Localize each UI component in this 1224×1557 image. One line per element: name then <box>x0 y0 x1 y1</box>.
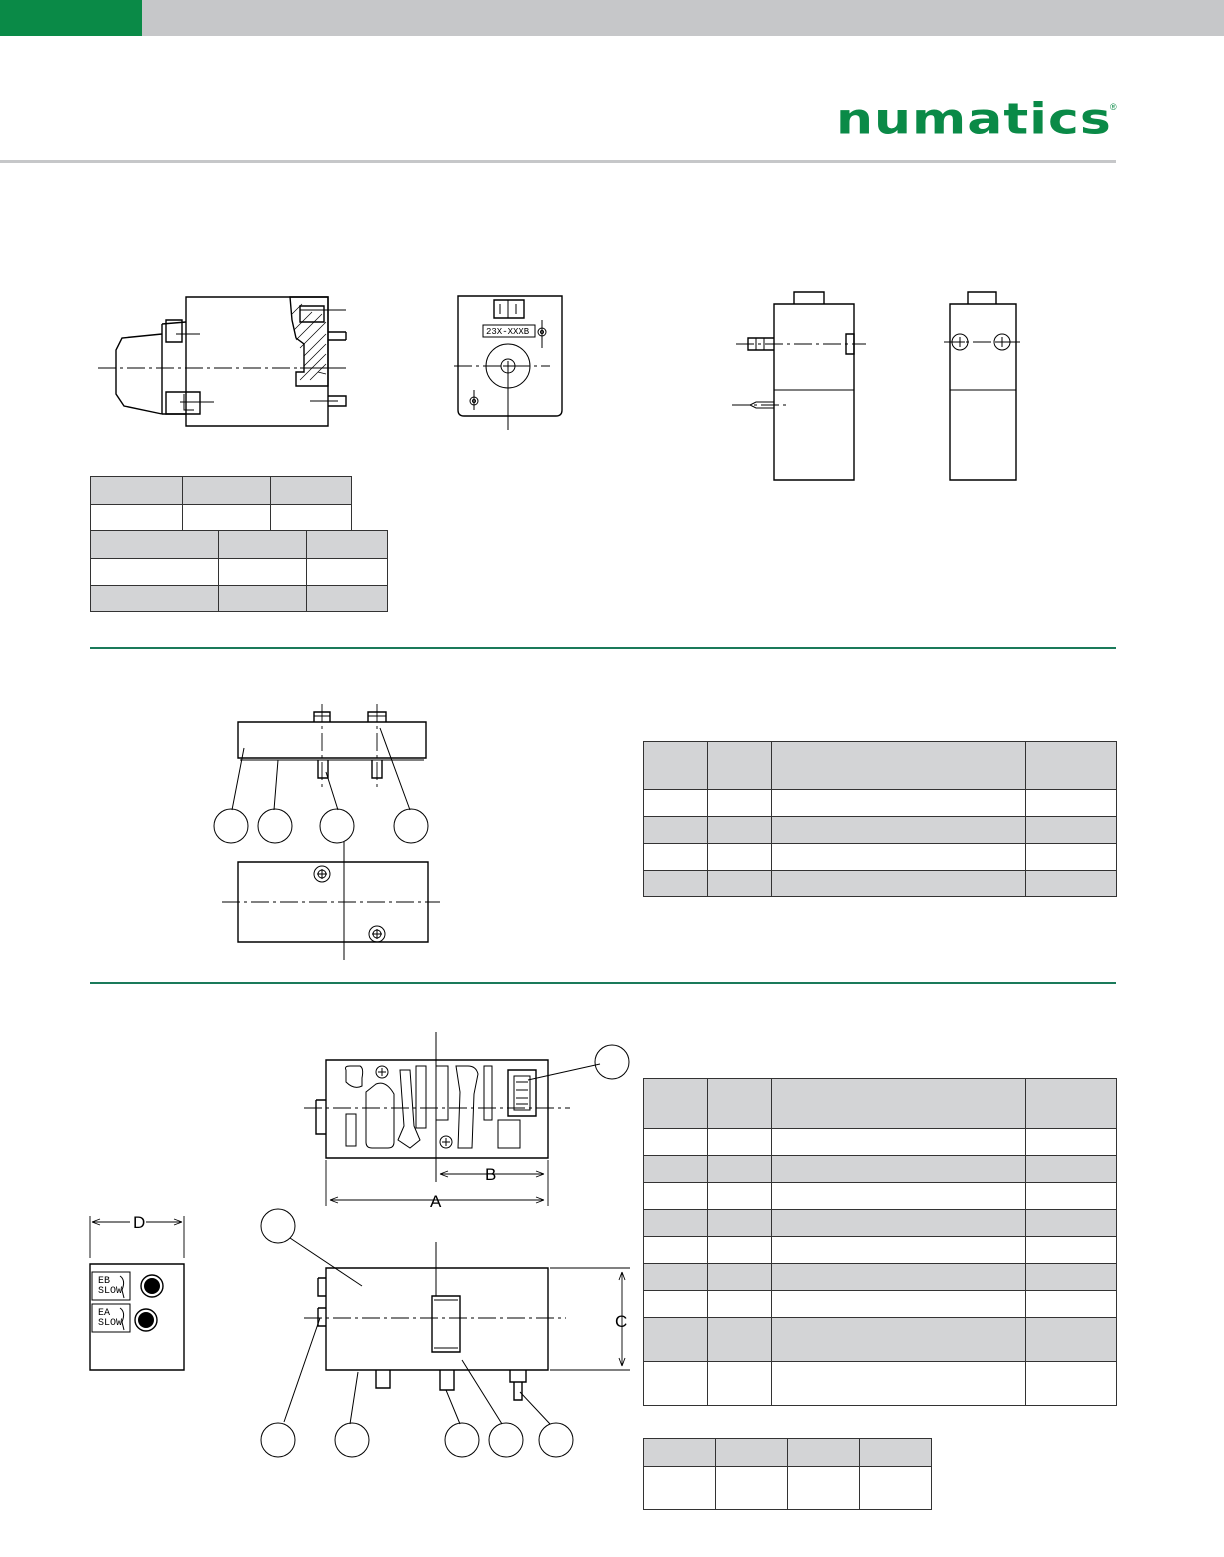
brand-logo <box>836 95 1117 148</box>
solenoid-side-view-drawing <box>730 285 865 485</box>
parts-table-speed-control <box>643 1078 1117 1406</box>
solenoid-end-view-drawing <box>940 285 1020 485</box>
spec-table-1 <box>90 476 352 531</box>
header-divider <box>0 160 1116 163</box>
dimension-d-label: D <box>133 1213 146 1232</box>
valve-front-view-drawing <box>450 290 570 430</box>
spec-table-2 <box>90 530 388 612</box>
dimension-c-label: C <box>615 1312 628 1331</box>
header-accent-bar <box>0 0 142 36</box>
ea-label: EA <box>98 1308 111 1319</box>
dimension-b-label: B <box>485 1165 497 1184</box>
dimension-a-label: A <box>430 1192 442 1211</box>
ea-slow-label <box>98 1309 122 1329</box>
header-bar <box>142 0 1224 36</box>
blanking-plate-drawing <box>210 700 450 962</box>
parts-table-plate <box>643 741 1117 897</box>
eb-slow-label <box>98 1277 122 1297</box>
part-code-label: 23X-XXXB <box>486 327 530 337</box>
section-divider <box>90 647 1116 649</box>
slow-label-2: SLOW <box>98 1318 123 1329</box>
registered-mark: ® <box>1110 102 1117 112</box>
slow-label-1: SLOW <box>98 1286 123 1297</box>
valve-side-section-drawing <box>95 290 365 440</box>
eb-label: EB <box>98 1276 111 1287</box>
logo-wordmark: numatics <box>836 95 1112 145</box>
speed-control-top-view-drawing <box>300 1030 635 1210</box>
dimension-table <box>643 1438 932 1510</box>
section-divider <box>90 982 1116 984</box>
speed-control-side-view-drawing <box>250 1205 640 1460</box>
